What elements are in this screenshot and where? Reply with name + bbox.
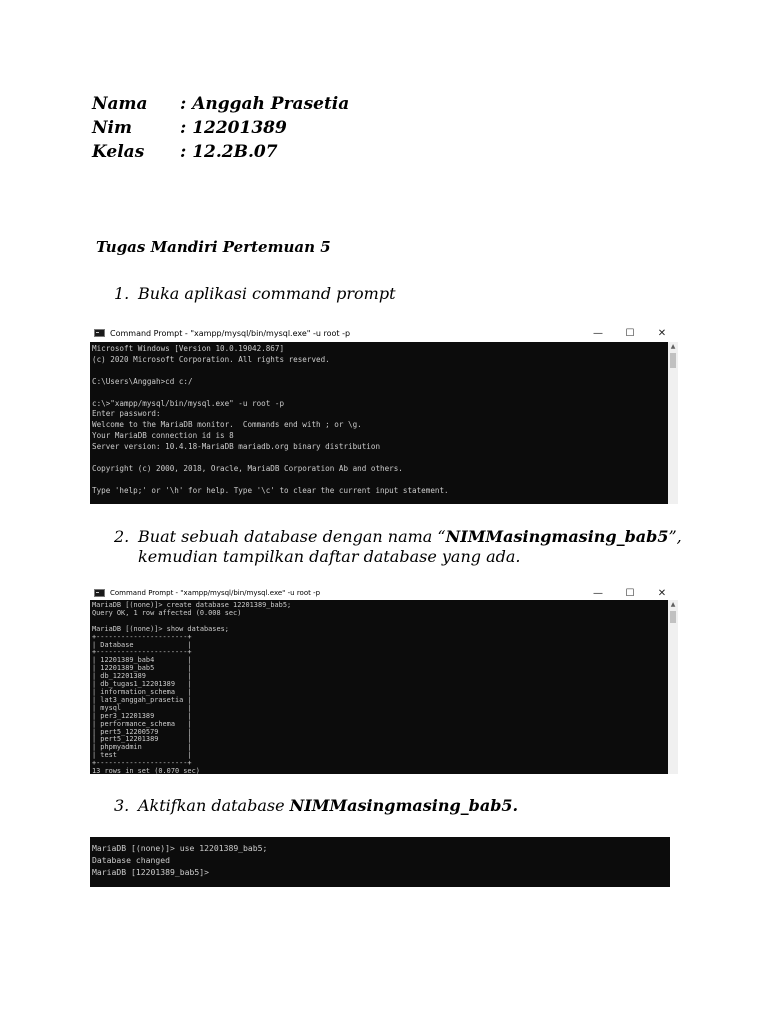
scroll-up-icon[interactable]: ▲ [670,343,676,350]
maximize-icon[interactable]: ☐ [625,587,635,599]
scrollbar[interactable] [668,600,678,774]
cmd-icon [94,329,105,337]
task-text-before: Aktifkan database [138,796,290,815]
close-icon[interactable]: ✕ [657,327,667,339]
console-output: MariaDB [(none)]> use 12201389_bab5; Database changed MariaDB [12201389_bab5]> [92,843,268,877]
task-text-after: ”, [668,527,682,546]
window-title: Command Prompt - "xampp/mysql/bin/mysql.exe" -u root -p [110,589,321,597]
maximize-icon[interactable]: ☐ [625,327,635,339]
identity-row-kelas [92,140,349,164]
identity-row-nim [92,116,349,140]
command-prompt-window-3 [90,837,670,887]
identity-label: Nama [92,94,148,114]
console-area[interactable] [90,837,670,887]
identity-row-nama [92,92,349,116]
identity-value: : 12.2B.07 [180,142,278,162]
console-output: MariaDB [(none)]> create database 12201389_bab5; Query OK, 1 row affected (0.008 sec) MariaDB [(none)]> show databases; +----------------------+ | Database | +----------------------+ | 12201389_bab4 | | 12201389_bab5 | | db_12201389 | | db_tugas1_12201389 | | information_schema | | lat3_anggah_prasetia | | mysql | | per3_12201389 | | performance_schema | | pert5_12200579 | | pert5_12201389 | | phpmyadmin | | test | +----------------------+ 13 rows in set (0.070 sec) [92,601,292,776]
window-controls [582,586,678,600]
console-area[interactable] [90,342,678,504]
scrollbar[interactable] [668,342,678,504]
command-prompt-window-1 [90,324,678,504]
identity-value: : 12201389 [180,118,287,138]
task-text [138,527,682,567]
database-name-highlight: NIMMasingmasing_bab5 [445,527,669,546]
window-titlebar[interactable] [90,586,678,600]
task-text-before: Buat sebuah database dengan nama “ [138,527,446,546]
window-titlebar[interactable] [90,324,678,342]
task-text-line2: kemudian tampilkan daftar database yang ada. [138,547,521,566]
task-number: 3. [114,796,130,815]
task-2 [114,527,682,567]
task-number: 1. [114,284,130,303]
window-title: Command Prompt - "xampp/mysql/bin/mysql.exe" -u root -p [110,328,351,338]
document-title: Tugas Mandiri Pertemuan 5 [96,238,331,256]
close-icon[interactable]: ✕ [657,587,667,599]
minimize-icon[interactable]: — [593,587,603,599]
cmd-icon [94,589,105,597]
scrollbar-thumb[interactable] [670,353,676,368]
task-text [138,796,518,816]
task-text: Buka aplikasi command prompt [138,284,396,303]
identity-label: Nim [92,118,132,138]
scrollbar-thumb[interactable] [670,611,676,623]
console-output: Microsoft Windows [Version 10.0.19042.867] (c) 2020 Microsoft Corporation. All rights reserved. C:\Users\Anggah>cd c:/ c:\>"xampp/mysql/bin/mysql.exe" -u root -p Enter password: Welcome to the MariaDB monitor. Commands end with ; or \g. Your MariaDB connection id is 8 Server version: 10.4.18-MariaDB mariadb.org binary distribution Copyright (c) 2000, 2018, Oracle, MariaDB Corporation Ab and others. Type 'help;' or '\h' for help. Type '\c' to clear the current input statement. [92,344,449,495]
identity-value: : Anggah Prasetia [180,94,350,114]
console-area[interactable] [90,600,678,774]
command-prompt-window-2 [90,586,678,774]
window-controls [582,324,678,342]
task-3 [114,796,518,816]
identity-label: Kelas [92,142,145,162]
scroll-up-icon[interactable]: ▲ [670,601,676,608]
task-number: 2. [114,527,130,546]
task-1 [114,284,396,304]
identity-block [92,92,349,164]
minimize-icon[interactable]: — [593,327,603,339]
database-name-highlight: NIMMasingmasing_bab5. [289,796,519,815]
